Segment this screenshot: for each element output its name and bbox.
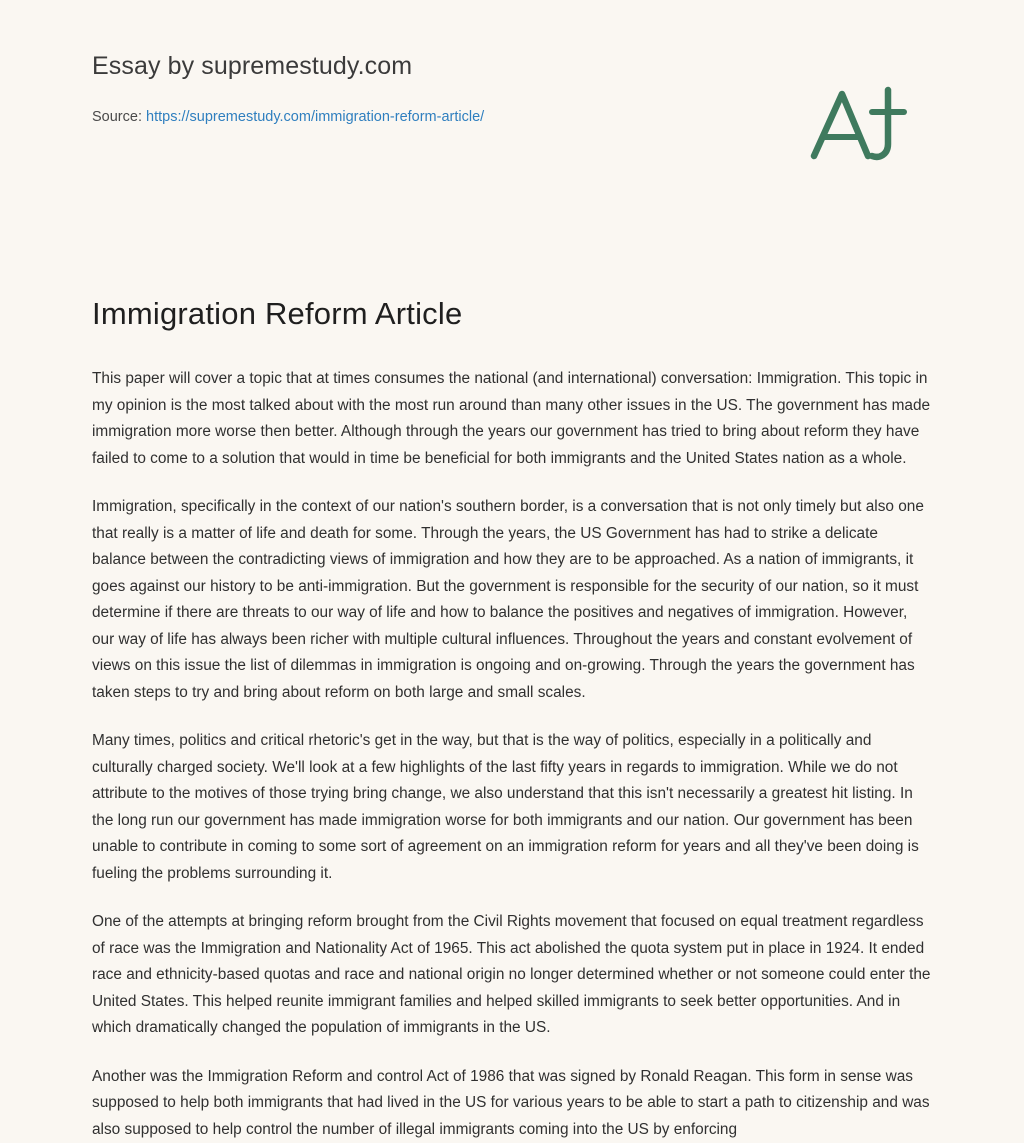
source-label: Source: (92, 109, 142, 125)
article-body (92, 366, 932, 1143)
supremestudy-logo-icon (802, 80, 910, 166)
paragraph: Many times, politics and critical rhetoric's get in the way, but that is the way of politics, especially in a politically and culturally charged society. We'll look at a few highlights of the last fifty years in regards to immigration. While we do not attribute to the motives of those trying bring change, we also understand that this isn't necessarily a greatest hit listing. In the long run our government has made immigration worse for both immigrants and our nation. Our government has been unable to contribute in coming to some sort of agreement on an immigration reform for years and all they've been doing is fueling the problems surrounding it. (92, 728, 932, 887)
essay-byline: Essay by supremestudy.com (92, 52, 932, 81)
paragraph: Another was the Immigration Reform and control Act of 1986 that was signed by Ronald Reagan. This form in sense was supposed to help both immigrants that had lived in the US for various years to be able to start a path to citizenship and was also supposed to help control the number of illegal immigrants coming into the US by enforcing (92, 1064, 932, 1143)
paragraph: Immigration, specifically in the context of our nation's southern border, is a conversation that is not only timely but also one that really is a matter of life and death for some. Through the years, the US Government has had to strike a delicate balance between the contradicting views of immigration and how they are to be approached. As a nation of immigrants, it goes against our history to be anti-immigration. But the government is responsible for the security of our nation, so it must determine if there are threats to our way of life and how to balance the positives and negatives of immigration. However, our way of life has always been richer with multiple cultural influences. Throughout the years and constant evolvement of views on this issue the list of dilemmas in immigration is ongoing and on-growing. Through the years the government has taken steps to try and bring about reform on both large and small scales. (92, 494, 932, 706)
source-url-link[interactable]: https://supremestudy.com/immigration-reform-article/ (146, 109, 484, 125)
page-title: Immigration Reform Article (92, 296, 932, 332)
paragraph: This paper will cover a topic that at times consumes the national (and international) conversation: Immigration. This topic in my opinion is the most talked about with the most run around than many other issues in the US. The government has made immigration more worse then better. Although through the years our government has tried to bring about reform they have failed to come to a solution that would in time be beneficial for both immigrants and the United States nation as a whole. (92, 366, 932, 472)
paragraph: One of the attempts at bringing reform brought from the Civil Rights movement that focused on equal treatment regardless of race was the Immigration and Nationality Act of 1965. This act abolished the quota system put in place in 1924. It ended race and ethnicity-based quotas and race and national origin no longer determined whether or not someone could enter the United States. This helped reunite immigrant families and helped skilled immigrants to seek better opportunities. And in which dramatically changed the population of immigrants in the US. (92, 909, 932, 1042)
document-header (92, 52, 932, 172)
